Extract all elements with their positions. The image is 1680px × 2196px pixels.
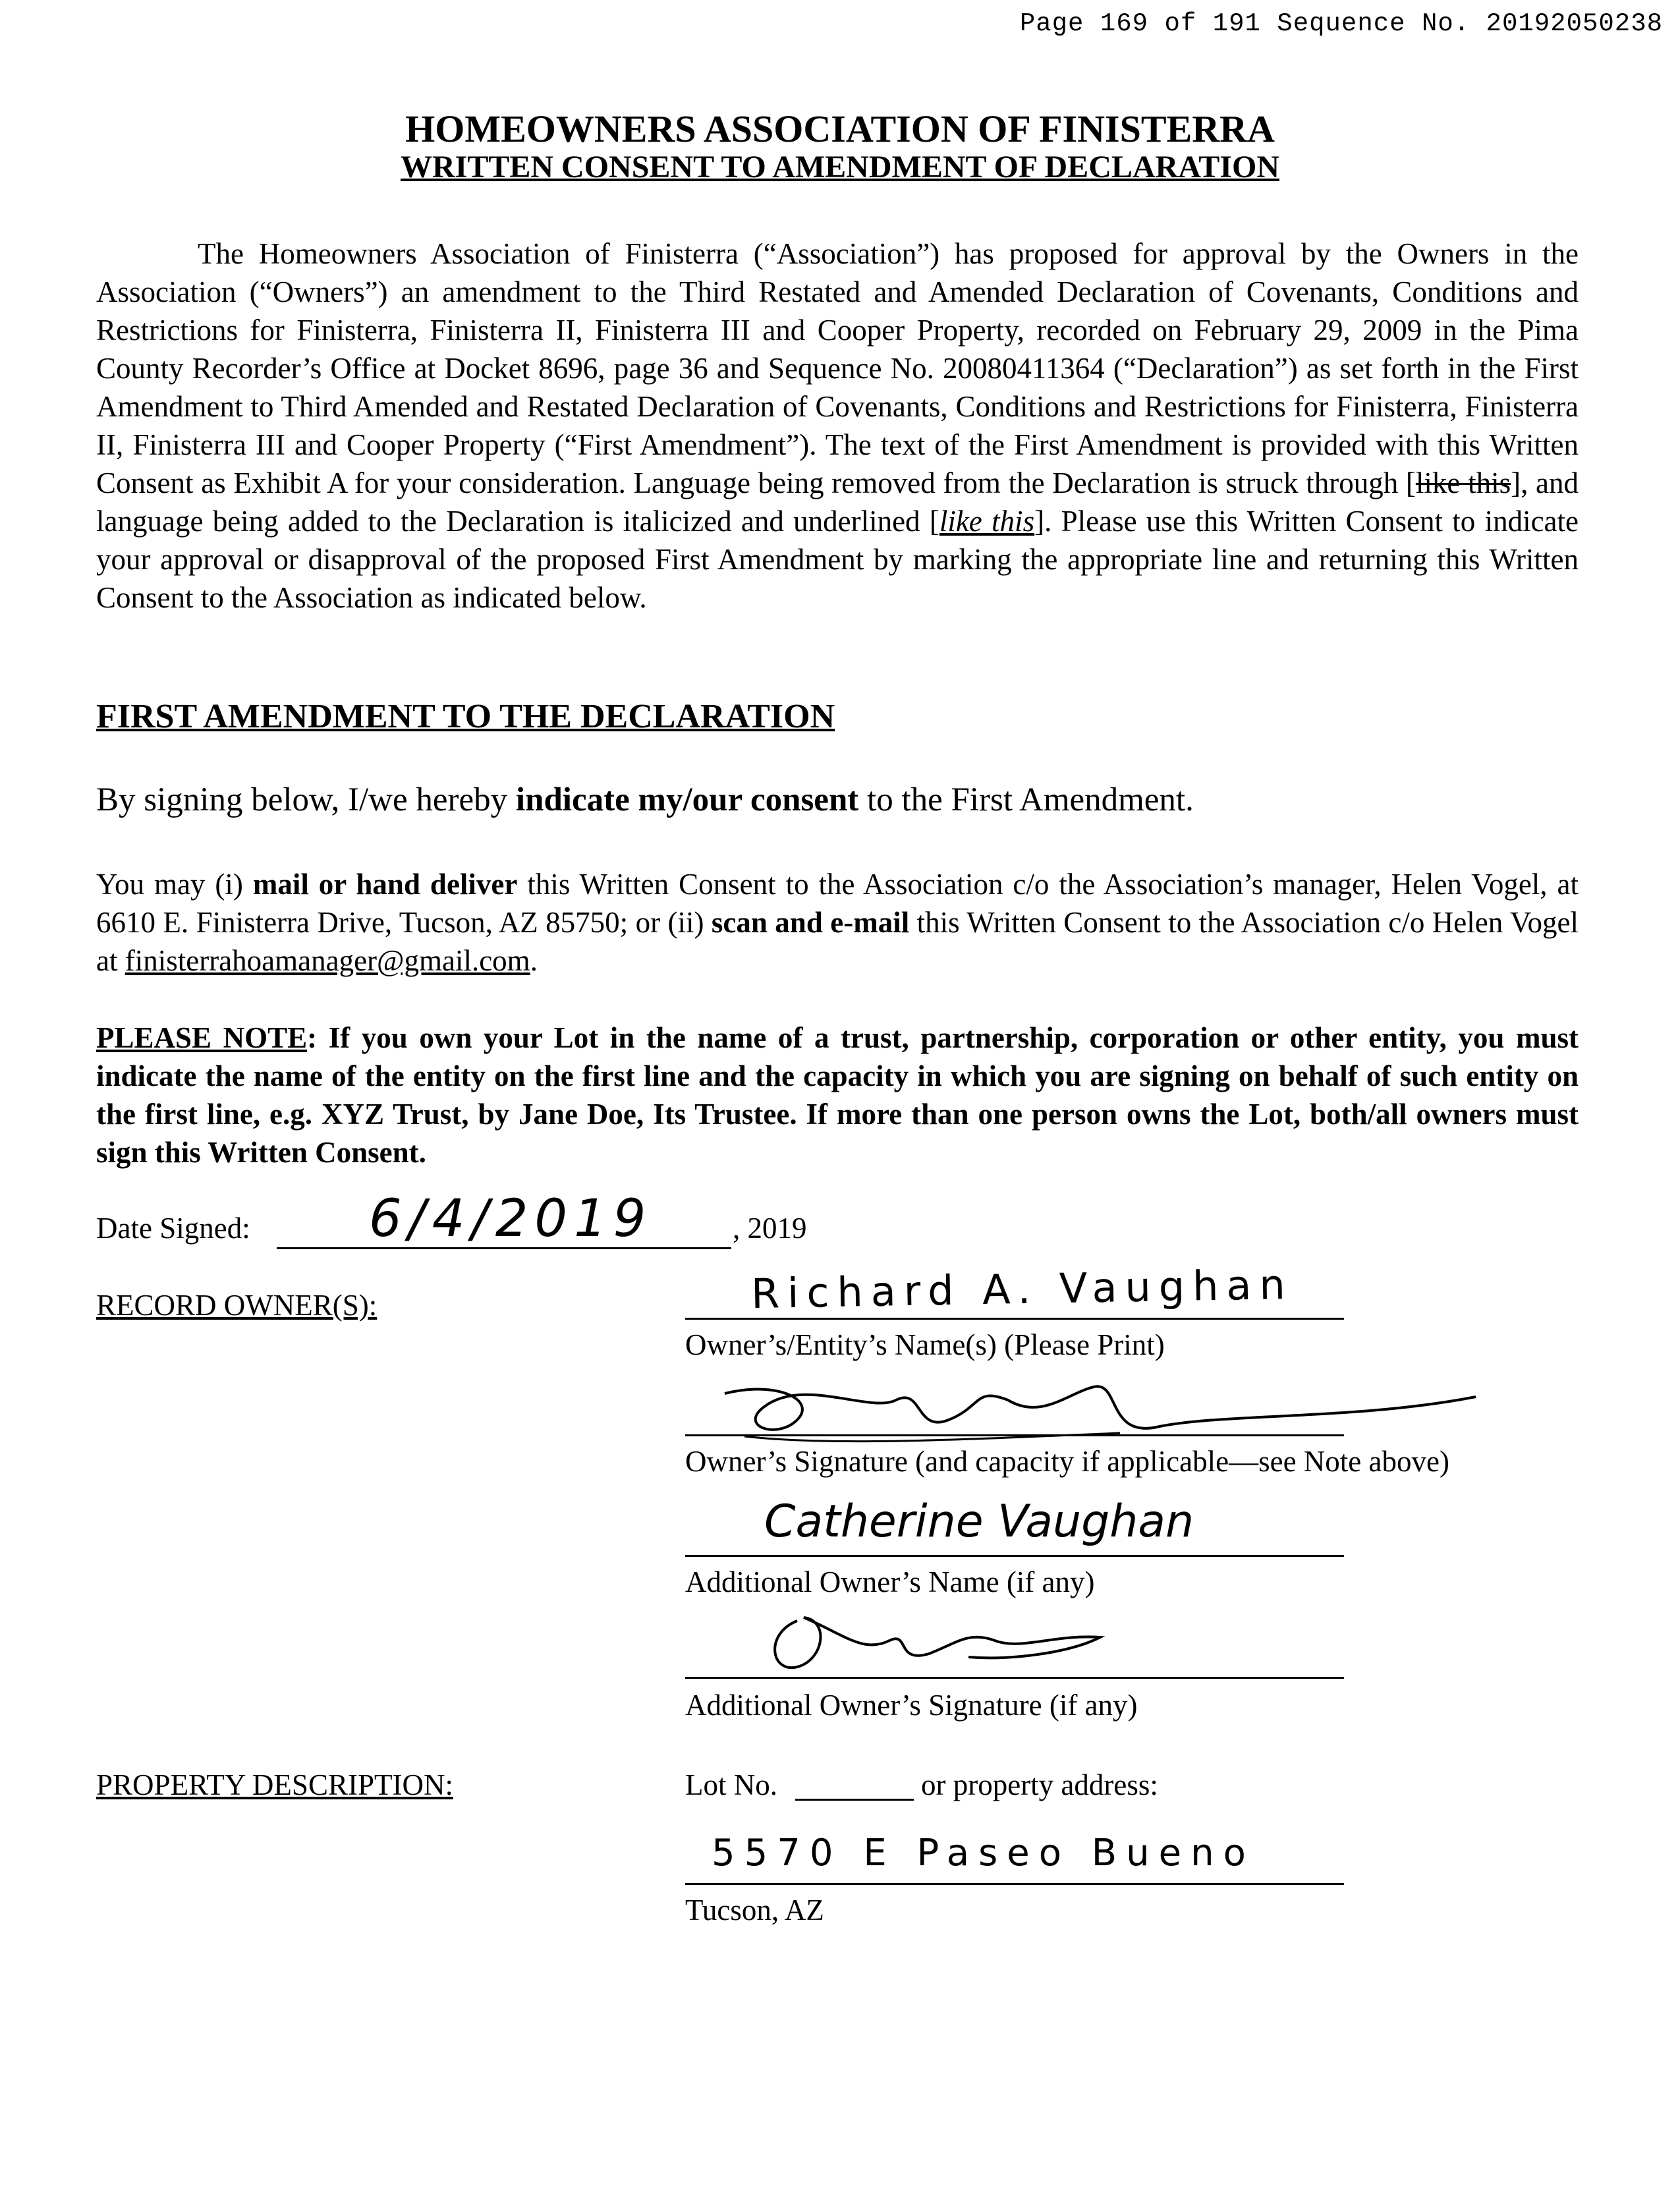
please-note: PLEASE NOTE: If you own your Lot in the name of a trust, partnership, corporation or other entity, you must indicate the name of the entity on the first line and the capacity in which you are signing on behalf of such entity on the first line, e.g. XYZ Trust, by Jane Doe, Its Trustee. If more than one person owns the Lot, both/all owners must sign this Written Consent. (96, 1021, 1579, 1169)
record-owners-label: RECORD OWNER(S): (96, 1289, 378, 1322)
consent-statement: By signing below, I/we hereby indicate my/our consent to the First Amendment. (96, 781, 1194, 818)
owner-signature-label: Owner’s Signature (and capacity if applicable—see Note above) (685, 1445, 1449, 1478)
section-heading: FIRST AMENDMENT TO THE DECLARATION (96, 698, 835, 735)
owner-name-label: Owner’s/Entity’s Name(s) (Please Print) (685, 1328, 1165, 1361)
intro-paragraph: The Homeowners Association of Finisterra (“Association”) has proposed for approval by the Owners in the Association (“Owners”) an amendment to the Third Restated and Amended Declaration of Covenants, Conditions and Restrictions for Finisterra, Finisterra II, Finisterra III and Cooper Property, recorded on February 29, 2009 in the Pima County Recorder’s Office at Docket 8696, page 36 and Sequence No. 20080411364 (“Declaration”) as set forth in the First Amendment to Third Amended and Restated Declaration of Covenants, Conditions and Restrictions for Finisterra, Finisterra II, Finisterra III and Cooper Property (“First Amendment”). The text of the First Amendment is provided with this Written Consent as Exhibit A for your consideration. Language being removed from the Declaration is struck through [like this], and language being added to the Declaration is italicized and underlined [like this]. Please use this Written Consent to indicate your approval or disapproval of the proposed First Amendment by marking the appropriate line and returning this Written Consent to the Association as indicated below. (96, 237, 1579, 614)
handwritten-additional-name[interactable]: Catherine Vaughan (764, 1496, 1194, 1548)
handwritten-address[interactable]: 5570 E Paseo Bueno (712, 1832, 1255, 1874)
additional-signature[interactable] (758, 1608, 1127, 1680)
lot-number-label: Lot No. (685, 1768, 777, 1801)
additional-signature-line (685, 1677, 1344, 1679)
italic-example: like this (939, 505, 1035, 538)
manager-email-link[interactable]: finisterrahoamanager@gmail.com (125, 944, 530, 977)
property-address-label: or property address: (921, 1768, 1158, 1801)
date-year-suffix: , 2019 (733, 1212, 807, 1245)
document-subtitle: WRITTEN CONSENT TO AMENDMENT OF DECLARATION (400, 150, 1279, 184)
city-label: Tucson, AZ (685, 1894, 824, 1927)
property-description-label: PROPERTY DESCRIPTION: (96, 1768, 453, 1801)
address-line (685, 1883, 1344, 1885)
delivery-instructions: You may (i) mail or hand deliver this Written Consent to the Association c/o the Association’s manager, Helen Vogel, at 6610 E. Finisterra Drive, Tucson, AZ 85750; or (ii) scan and e-mail this Written Consent to the Association c/o Helen Vogel at finisterrahoamanager@gmail.com. (96, 868, 1579, 977)
owner-name-line (685, 1318, 1344, 1320)
handwritten-date[interactable]: 6/4/2019 (369, 1189, 653, 1249)
handwritten-owner-name[interactable]: Richard A. Vaughan (750, 1260, 1294, 1318)
date-signed-label: Date Signed: (96, 1212, 250, 1245)
additional-name-line (685, 1555, 1344, 1557)
additional-signature-label: Additional Owner’s Signature (if any) (685, 1689, 1138, 1722)
document-title: HOMEOWNERS ASSOCIATION OF FINISTERRA (405, 107, 1275, 150)
owner-signature-line (685, 1434, 1344, 1436)
page-sequence-header: Page 169 of 191 Sequence No. 20192050238 (1019, 9, 1663, 38)
lot-number-line[interactable] (795, 1799, 914, 1801)
additional-name-label: Additional Owner’s Name (if any) (685, 1565, 1095, 1598)
strike-example: like this (1415, 466, 1511, 499)
